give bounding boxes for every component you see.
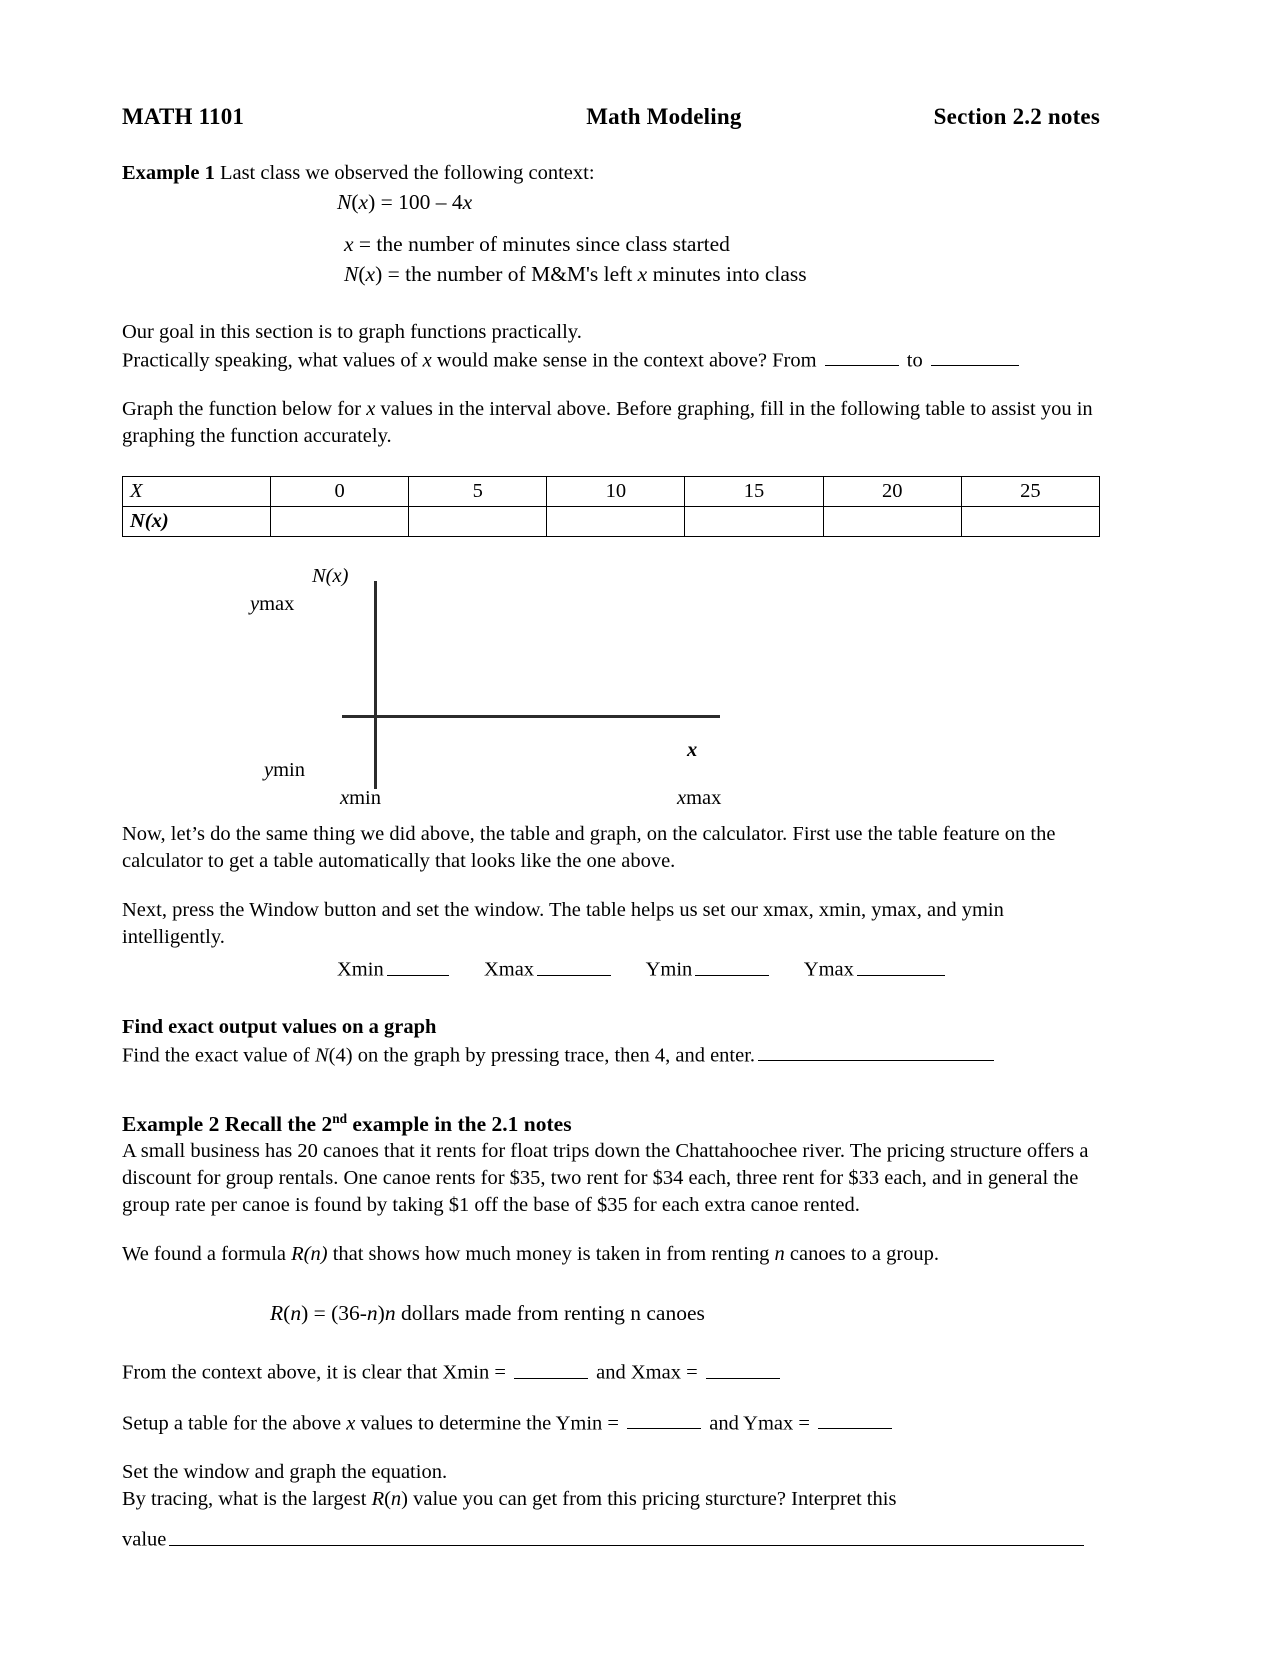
- example2-formula-intro: [122, 1241, 1100, 1268]
- example2-heading-pre: Recall the 2: [219, 1112, 333, 1137]
- example2-window-line: Set the window and graph the equation.: [122, 1461, 448, 1484]
- context-pre: From the context above, it is clear that Xmin =: [122, 1361, 512, 1384]
- example1-lead-line: [122, 160, 1100, 187]
- document-header: [122, 104, 1100, 130]
- example2-tracing-line: By tracing, what is the largest R(n) value you can get from this pricing sturcture? Interpret this: [122, 1488, 897, 1511]
- setup-ymax-blank[interactable]: [818, 1409, 892, 1429]
- context-xmin-blank[interactable]: [514, 1358, 588, 1378]
- ymin-field-label: Ymin: [645, 958, 693, 981]
- table-header-nx: N(x): [123, 507, 271, 537]
- table-row-nx: [123, 507, 1100, 537]
- coordinate-axes-figure: [122, 563, 1100, 821]
- xmax-label: xmax: [677, 787, 722, 810]
- graph-instruction-post: values in the interval above. Before graphing, fill in the following table to assist you in graphing the function accurately.: [122, 398, 1093, 448]
- x-axis-line: [342, 715, 720, 717]
- goal-line: Our goal in this section is to graph functions practically.: [122, 321, 582, 343]
- value-label: value: [122, 1528, 167, 1551]
- formula-intro-mid: that shows how much money is taken in from renting: [327, 1243, 775, 1266]
- table-cell-x-1: 5: [409, 477, 547, 507]
- xmin-field-blank[interactable]: [387, 955, 449, 975]
- table-cell-x-5: 25: [961, 477, 1099, 507]
- practical-from-blank[interactable]: [825, 346, 899, 366]
- practical-variable: x: [422, 349, 432, 372]
- ymax-field-blank[interactable]: [857, 955, 945, 975]
- formula-intro-post: canoes to a group.: [784, 1243, 940, 1266]
- context-mid: and Xmax =: [591, 1361, 703, 1384]
- y-axis-line: [374, 581, 377, 789]
- example1-definition-x: x = the number of minutes since class started: [344, 232, 730, 256]
- formula-intro-pre: We found a formula: [122, 1243, 292, 1266]
- section-label: Section 2.2 notes: [933, 104, 1100, 129]
- course-code: MATH 1101: [122, 104, 245, 129]
- table-cell-x-3: 15: [685, 477, 823, 507]
- example1-formula: N(x) = 100 – 4x: [337, 190, 473, 214]
- graph-instruction-pre: Graph the function below for: [122, 398, 367, 421]
- example2-body: A small business has 20 canoes that it rents for float trips down the Chattahoochee river. The pricing structure offers a discount for group rentals. One canoe rents for $35, two rent for $34 each, three rent for $33 each, and in general the group rate per canoe is found by taking $1 off the base of $35 for each extra canoe rented.: [122, 1140, 1089, 1217]
- find-exact-body: [122, 1041, 1100, 1069]
- ymax-label: ymax: [250, 593, 295, 616]
- table-cell-nx-3[interactable]: [685, 507, 823, 537]
- graph-instruction-variable: x: [366, 398, 376, 421]
- example2-context-line: [122, 1358, 1100, 1386]
- y-axis-label: N(x): [312, 565, 349, 588]
- table-cell-x-2: 10: [547, 477, 685, 507]
- setup-and: and Ymax =: [704, 1412, 816, 1435]
- formula-intro-variable: n: [774, 1243, 785, 1266]
- example2-heading-ordinal: nd: [332, 1111, 348, 1127]
- setup-ymin-blank[interactable]: [627, 1409, 701, 1429]
- xmax-field-blank[interactable]: [537, 955, 611, 975]
- example2-setup-line: [122, 1409, 1100, 1437]
- ymax-field-label: Ymax: [803, 958, 854, 981]
- setup-pre: Setup a table for the above: [122, 1412, 347, 1435]
- example2-label: Example 2: [122, 1112, 220, 1137]
- page-content: [122, 104, 1100, 1554]
- table-cell-nx-0[interactable]: [271, 507, 409, 537]
- window-values-row: [337, 955, 1100, 983]
- practical-question-line: [122, 346, 1100, 374]
- x-axis-label: x: [687, 739, 698, 762]
- example2-value-line: [122, 1525, 1100, 1553]
- find-exact-post: (4) on the graph by pressing trace, then 4, and enter.: [328, 1044, 756, 1067]
- example2-heading-post: example in the 2.1 notes: [347, 1112, 572, 1137]
- ymin-field-blank[interactable]: [695, 955, 769, 975]
- practical-question-mid: would make sense in the context above? From: [431, 349, 822, 372]
- find-exact-pre: Find the exact value of: [122, 1044, 315, 1067]
- value-answer-blank[interactable]: [169, 1525, 1084, 1545]
- table-header-x: X: [123, 477, 271, 507]
- value-table: [122, 476, 1100, 537]
- practical-question-pre: Practically speaking, what values of: [122, 349, 423, 372]
- formula-intro-function: R(n): [291, 1243, 328, 1266]
- example1-label: Example 1: [122, 162, 215, 184]
- example1-definition-nx: N(x) = the number of M&M's left x minutes into class: [344, 262, 807, 286]
- example2-heading: [122, 1111, 1100, 1138]
- ymin-label: ymin: [264, 759, 306, 782]
- xmin-label: xmin: [340, 787, 382, 810]
- example1-lead-text: Last class we observed the following context:: [214, 162, 595, 184]
- table-cell-x-0: 0: [271, 477, 409, 507]
- table-cell-x-4: 20: [823, 477, 961, 507]
- setup-variable: x: [346, 1412, 356, 1435]
- table-cell-nx-4[interactable]: [823, 507, 961, 537]
- table-cell-nx-2[interactable]: [547, 507, 685, 537]
- xmax-field-label: Xmax: [483, 958, 535, 981]
- setup-mid: values to determine the Ymin =: [355, 1412, 625, 1435]
- find-exact-heading: Find exact output values on a graph: [122, 1015, 437, 1038]
- find-exact-answer-blank[interactable]: [758, 1041, 994, 1061]
- calculator-window-paragraph: Next, press the Window button and set the window. The table helps us set our xmax, xmin, ymax, and ymin intelligently.: [122, 899, 1004, 949]
- table-cell-nx-5[interactable]: [961, 507, 1099, 537]
- context-xmax-blank[interactable]: [706, 1358, 780, 1378]
- practical-to-word: to: [901, 349, 928, 372]
- table-cell-nx-1[interactable]: [409, 507, 547, 537]
- practical-to-blank[interactable]: [931, 346, 1019, 366]
- table-row-x: [123, 477, 1100, 507]
- find-exact-function: N: [314, 1044, 329, 1067]
- example2-formula: R(n) = (36-n)n dollars made from renting n canoes: [270, 1301, 705, 1326]
- xmin-field-label: Xmin: [337, 958, 384, 981]
- graph-instruction-line: [122, 396, 1100, 450]
- calculator-table-paragraph: Now, let’s do the same thing we did above, the table and graph, on the calculator. First use the table feature on the calculator to get a table automatically that looks like the one above.: [122, 823, 1056, 873]
- page-title: Math Modeling: [586, 104, 742, 129]
